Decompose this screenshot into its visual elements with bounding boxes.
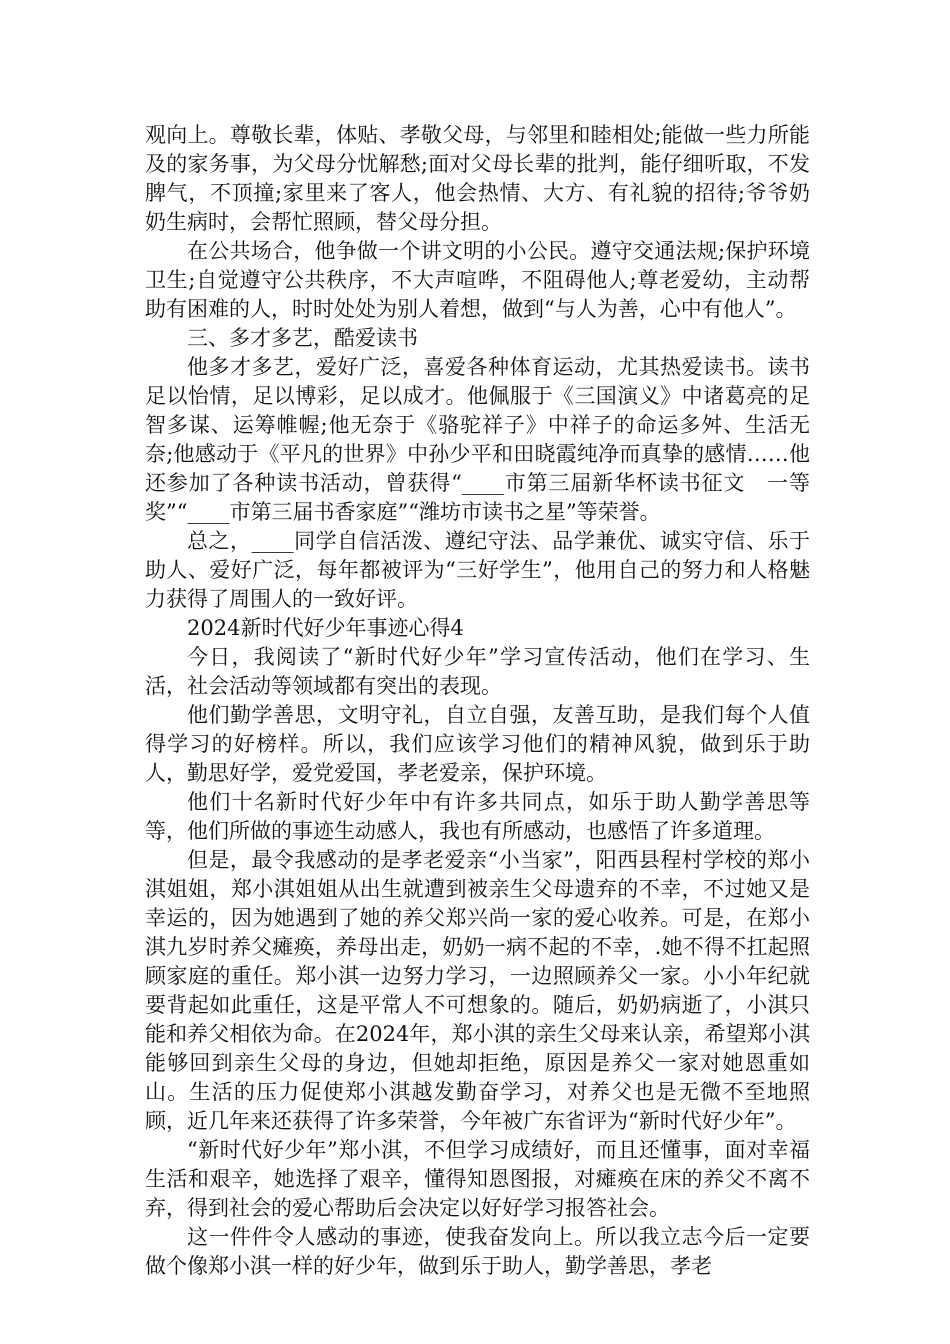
paragraph-reflection: “新时代好少年”郑小淇，不但学习成绩好，而且还懂事，面对幸福生活和艰辛，她选择了艰辛，懂得知恩图报，对瘫痪在床的养父不离不弃，得到社会的爱心帮助后会决定以好好学习报答社会。 <box>145 1138 810 1220</box>
essay-title-4: 2024新时代好少年事迹心得4 <box>187 616 464 640</box>
paragraph-role-models: 他们勤学善思，文明守礼，自立自强，友善互助，是我们每个人值得学习的好榜样。所以，我们应该学习他们的精神风貌，做到乐于助人，勤思好学，爱党爱国，孝老爱亲，保护环境。 <box>145 703 810 785</box>
paragraph-intro: 今日，我阅读了“新时代好少年”学习宣传活动，他们在学习、生活，社会活动等领域都有突出的表现。 <box>145 645 810 698</box>
paragraph-reading: 他多才多艺，爱好广泛，喜爱各种体育运动，尤其热爱读书。读书足以怡情，足以博彩，足以成才。他佩服于《三国演义》中诸葛亮的足智多谋、运筹帷幄;他无奈于《骆驼祥子》中祥子的命运多舛、生活无奈;他感动于《平凡的世界》中孙少平和田晓霞纯净而真挚的感情……他还参加了各种读书活动，曾获得“____市第三届新华杯读书征文 一等奖”“____市第三届书香家庭”“潍坊市读书之星”等荣誉。 <box>145 355 810 524</box>
paragraph-continuation: 观向上。尊敬长辈，体贴、孝敬父母，与邻里和睦相处;能做一些力所能及的家务事，为父母分忧解愁;面对父母长辈的批判，能仔细听取，不发脾气，不顶撞;家里来了客人，他会热情、大方、有礼貌的招待;爷爷奶奶生病时，会帮忙照顾，替父母分担。 <box>145 123 810 234</box>
document-body <box>145 121 810 1281</box>
paragraph-story: 但是，最令我感动的是孝老爱亲“小当家”，阳西县程村学校的郑小淇姐姐，郑小淇姐姐从出生就遭到被亲生父母遗弃的不幸，不过她又是幸运的，因为她遇到了她的养父郑兴尚一家的爱心收养。可是，在郑小淇九岁时养父瘫痪，养母出走，奶奶一病不起的不幸，.她不得不扛起照顾家庭的重任。郑小淇一边努力学习，一边照顾养父一家。小小年纪就要背起如此重任，这是平常人不可想象的。随后，奶奶病逝了，小淇只能和养父相依为命。在2024年，郑小淇的亲生父母来认亲，希望郑小淇能够回到亲生父母的身边，但她却拒绝，原因是养父一家对她恩重如山。生活的压力促使郑小淇越发勤奋学习，对养父也是无微不至地照顾，近几年来还获得了许多荣誉，今年被广东省评为“新时代好少年”。 <box>145 848 810 1133</box>
paragraph-common-points: 他们十名新时代好少年中有许多共同点，如乐于助人勤学善思等等，他们所做的事迹生动感人，我也有所感动，也感悟了许多道理。 <box>145 790 810 843</box>
section-heading-reading: 三、多才多艺，酷爱读书 <box>187 326 418 350</box>
paragraph-summary: 总之，____同学自信活泼、遵纪守法、品学兼优、诚实守信、乐于助人、爱好广泛，每年都被评为“三好学生”，他用自己的努力和人格魅力获得了周围人的一致好评。 <box>145 529 810 611</box>
paragraph-resolution: 这一件件令人感动的事迹，使我奋发向上。所以我立志今后一定要做个像郑小淇一样的好少年，做到乐于助人，勤学善思，孝老 <box>145 1225 810 1278</box>
paragraph-public-manners: 在公共场合，他争做一个讲文明的小公民。遵守交通法规;保护环境卫生;自觉遵守公共秩序，不大声喧哗，不阻碍他人;尊老爱幼，主动帮助有困难的人，时时处处为别人着想，做到“与人为善，心中有他人”。 <box>145 239 810 321</box>
